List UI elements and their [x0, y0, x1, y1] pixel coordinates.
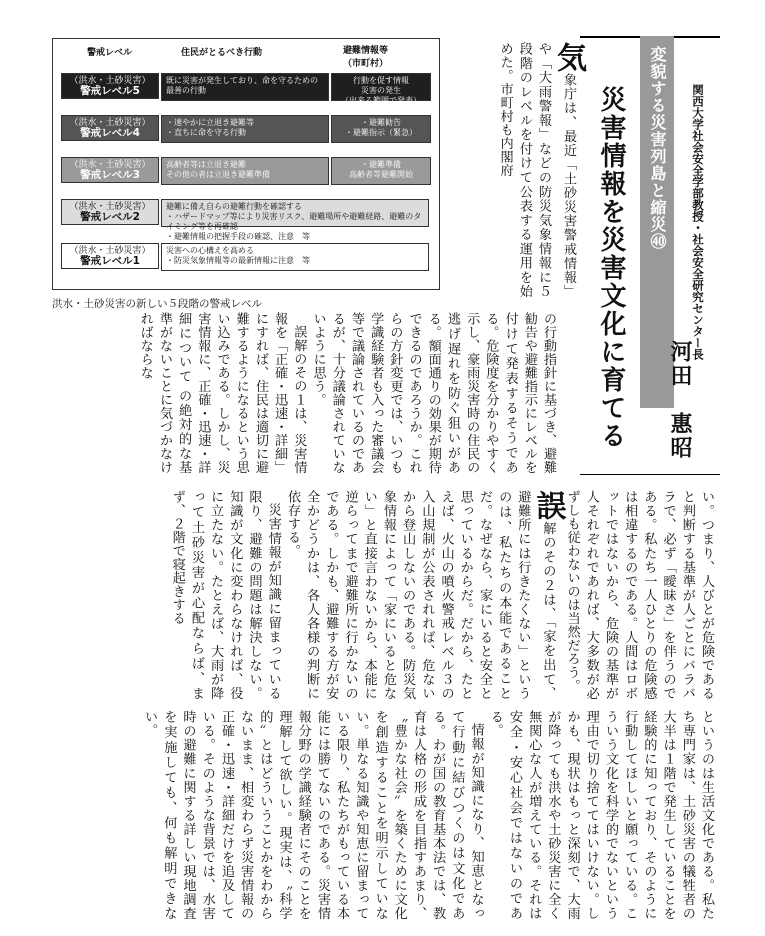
warning-level-label — [61, 243, 159, 269]
warning-level-name: 警戒レベル1 — [80, 255, 140, 267]
warning-level-row — [61, 73, 431, 105]
warning-level-action: 既に災害が発生しており、命を守るための最善の行動 — [161, 73, 329, 101]
warning-level-label — [61, 115, 159, 141]
warning-level-action: 避難に備え自らの避難行動を確認する ・ハザードマップ等により災害リスク、避難場所や避難経路、避難のタイミング等を再確認 ・避難情報の把握手段の確認、注意 等 — [161, 199, 429, 227]
body-col3-p2: 解のその２は、「家を出て、避難所には行きたくない」というのは、私たちの本能であることだ。なぜなら、家にいると安全と思っているからだ。だから、たとえば、火山の噴火警戒レベル３の入山規制が公表されれば、危ないから登山しないのである。防災気象情報によって「家にいると危ない」と直接言わないから、本能に逆らってまで避難所に行かないのである。しかも、避難する方が安全かどうかは、各人各様の判断に依存する。 — [284, 490, 556, 700]
fig-header-info: 避難情報等 （市町村） — [343, 46, 389, 69]
warning-level-label — [61, 73, 159, 99]
warning-level-row — [61, 157, 431, 185]
warning-level-row — [61, 199, 431, 241]
warning-level-info: ・避難準備 高齢者等避難開始 — [331, 157, 431, 185]
body-col4-p2: 情報が知識になり、知恵となって行動に結びつくのは文化である。わが国の教育基本法では、教育は人格の形成を目指すあまり、〝豊かな社会〟を築くために文化を創造することを明示していない。単なる知識や知恵に留まっている限り、私たちがもっている本能には勝てないのである。災害情報分野の学識経験者にそのことを理解して欲しい。現実は、〝科学的〟とはどういうことかをわからないまま、相変わらず災害情報の正確・迅速・詳細だけを追及している。そのような背景では、水害時の避難に関する詳しい現地調査を実施しても、何も解明できない。 — [142, 710, 484, 920]
body-col3-p3: 災害情報が知識に留まっている限り、避難の問題は解決しない。知識が文化に変わらなければ、役に立たない。たとえば、大雨が降って土砂災害が心配ならば、まず、２階で寝起きする — [169, 490, 281, 700]
warning-level-tag: （洪水・土砂災害） — [69, 76, 151, 86]
body-col3 — [48, 490, 716, 700]
body-col1-text: 象庁は、最近「土砂災害警戒情報」や「大雨警報」などの防災気象情報に５段階のレベルを付けて公表する運用を始めた。市町村も内閣府 — [497, 42, 576, 298]
warning-level-action: 災害への心構えを高める ・防災気象情報等の最新情報に注意 等 — [161, 243, 429, 271]
fig-header-level: 警戒レベル — [87, 48, 133, 58]
drop-cap-2: 誤 — [530, 490, 566, 522]
warning-level-name: 警戒レベル5 — [80, 85, 140, 97]
warning-level-label — [61, 157, 159, 183]
warning-level-tag: （洪水・土砂災害） — [69, 118, 151, 128]
figure-caption: 洪水・土砂災害の新しい５段階の警戒レベル — [52, 298, 262, 310]
body-col1 — [493, 42, 586, 298]
warning-level-action: 高齢者等は立退き避難 その他の者は立退き避難準備 — [161, 157, 329, 185]
warning-level-name: 警戒レベル2 — [80, 211, 140, 223]
author-affiliation: 関西大学社会安全学部教授・社会安全研究センター長 — [691, 84, 705, 360]
body-col4-p1: というのは生活文化である。私たち専門家は、土砂災害の犠牲者の大半は１階で発生していることを経験的に知っており、そのように行動してほしいと願っている。こういう文化を科学的でないという理由で切り捨ててはいけない。しかも、現状はもっと深刻で、大雨が降っても洪水や土砂災害に全く無関心な人が増えている。それは安全・安心社会ではないのである。 — [487, 710, 714, 920]
article-title: 災害情報を災害文化に育てる — [596, 86, 626, 450]
body-col4 — [48, 710, 716, 920]
warning-level-action: ・速やかに立退き避難等 ・直ちに命を守る行動 — [161, 115, 329, 143]
warning-level-label — [61, 199, 159, 225]
warning-level-tag: （洪水・土砂災害） — [69, 246, 151, 256]
warning-level-tag: （洪水・土砂災害） — [69, 202, 151, 212]
warning-level-name: 警戒レベル4 — [80, 127, 140, 139]
warning-level-figure — [52, 38, 440, 290]
warning-level-row — [61, 115, 431, 143]
drop-cap-1: 気 — [551, 42, 586, 73]
warning-level-info: 行動を促す情報 災害の発生 （出来る範囲で発表） — [331, 73, 431, 101]
warning-level-name: 警戒レベル3 — [80, 169, 140, 181]
body-col2 — [48, 312, 558, 474]
warning-level-info: ・避難勧告 ・避難指示（緊急） — [331, 115, 431, 143]
series-label: 変貌する災害列島と縮災㊵ — [648, 46, 667, 250]
body-col2-p2: 誤解のその１は、災害情報を「正確・迅速・詳細」にすれば、住民は適切に避難するようになるという思い込みである。しかし、災害情報に、正確・迅速・詳細について の絶対的な基準がないことに気づかなければならな — [137, 312, 307, 474]
body-col3-p1: い。つまり、人びとが危険であると判断する基準が人ごとにバラバラで、必ず「曖昧さ」を伴うのである。私たち一人ひとりの危険感は相違するのである。人間はロボットではないから、危険の基準が人それぞれであれば、大多数が必ずしも従わないのは当然だろう。 — [564, 490, 714, 700]
author-name: 河田 惠昭 — [667, 340, 693, 460]
warning-level-tag: （洪水・土砂災害） — [69, 160, 151, 170]
fig-header-action: 住民がとるべき行動 — [181, 48, 263, 58]
body-col2-p1: の行動指針に基づき、避難勧告や避難指示にレベルを付けて発表するそうである。危険度を分かりやすく示し、豪雨災害時の住民の逃げ遅れを防ぐ狙いがある。額面通りの効果が期待できるのであろうか。これらの方針変更では、いつも学識経験者も入った審議会等で議論されているのであるが、十分議論されていないように思う。 — [310, 312, 556, 474]
warning-level-row — [61, 243, 431, 271]
